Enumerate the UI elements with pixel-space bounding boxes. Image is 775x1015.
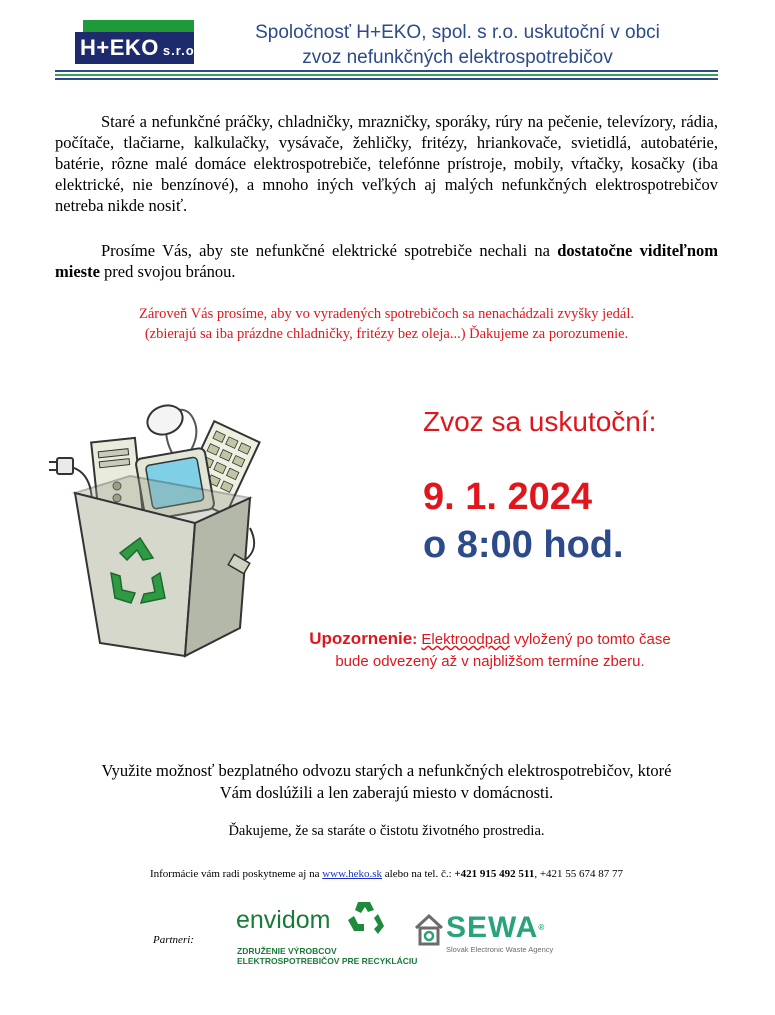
thanks-text: Ďakujeme, že sa staráte o čistotu životného prostredia. <box>228 823 545 839</box>
sewa-name-text: SEWA <box>446 911 539 944</box>
envidom-logo <box>236 898 418 970</box>
envidom-sub-line2: ELEKTROSPOTREBIČOV PRE RECYKLÁCIU <box>237 956 418 966</box>
logo-box <box>75 32 200 64</box>
warning-line2: bude odvezený až v najbližšom termíne zberu. <box>335 653 645 670</box>
request-text-bold: dostatočne viditeľnom mieste <box>55 241 718 281</box>
envidom-sub-line1: ZDRUŽENIE VÝROBCOV <box>237 946 337 956</box>
offer-text <box>40 760 733 804</box>
request-text-before: Prosíme Vás, aby ste nefunkčné elektrické spotrebiče nechali na <box>101 241 558 260</box>
collection-schedule <box>423 404 657 566</box>
notice-line1: Zároveň Vás prosíme, aby vo vyradených spotrebičoch sa nenachádzali zvyšky jedál. <box>139 306 634 322</box>
warning-line1-rest: vyložený po tomto čase <box>509 631 671 648</box>
notice-line2: (zbierajú sa iba prázdne chladničky, fritézy bez oleja...) Ďakujeme za porozumenie. <box>144 326 629 342</box>
paragraph-items <box>55 111 718 216</box>
warning-underlined-word: Elektroodpad <box>421 631 510 648</box>
schedule-heading: Zvoz sa uskutoční: <box>423 406 657 437</box>
warning-colon: : <box>412 631 422 648</box>
request-text-after: pred svojou bránou. <box>99 262 236 281</box>
phone-primary: +421 915 492 511 <box>454 868 535 880</box>
sewa-registered-mark: ® <box>538 923 546 932</box>
header-title-line1: Spoločnosť H+EKO, spol. s r.o. uskutoční v obci <box>255 22 660 43</box>
offer-line1: Využite možnosť bezplatného odvozu starých a nefunkčných elektrospotrebičov, ktoré <box>101 761 672 780</box>
header-rule-green <box>55 74 718 76</box>
info-before: Informácie vám radi poskytneme aj na <box>149 868 323 880</box>
header-rule-blue-top <box>55 70 718 72</box>
food-notice <box>55 304 718 344</box>
logo-suffix: s.r.o. <box>162 43 200 58</box>
partners-label: Partneri: <box>153 934 194 946</box>
collection-date: 9. 1. 2024 <box>423 476 593 518</box>
paragraph-items-text: Staré a nefunkčné práčky, chladničky, mrazničky, sporáky, rúry na pečenie, televízory, rádia, počítače, tlačiarne, kalkulačky, vysávače, žehličky, fritézy, hriankovače, svietidlá, autobatérie, batérie, rôzne malé domáce elektrospotrebiče, telefónne prístroje, mobily, vŕtačky, kosačky (iba elektrické, nie benzínové), a mnoho iných veľkých aj malých nefunkčných elektrospotrebičov netreba nikde nosiť. <box>55 112 718 215</box>
heko-logo <box>75 20 200 64</box>
header-rule-blue-bottom <box>55 78 718 80</box>
paragraph-request <box>55 240 718 282</box>
header-title <box>205 20 710 70</box>
contact-info <box>40 868 733 880</box>
recycle-icon <box>344 898 386 942</box>
offer-line2: Vám doslúžili a len zaberajú miesto v domácnosti. <box>219 783 554 802</box>
sewa-name <box>446 912 545 944</box>
sewa-house-icon <box>414 914 444 946</box>
warning-label: Upozornenie <box>309 629 413 648</box>
envidom-subtitle <box>237 946 417 966</box>
header-title-line2: zvoz nefunkčných elektrospotrebičov <box>302 47 613 68</box>
logo-text: H+EKO <box>80 35 159 60</box>
website-link[interactable]: www.heko.sk <box>322 868 383 880</box>
logo-green-bar <box>83 20 194 32</box>
recycling-bin-electronics-illustration <box>45 398 290 663</box>
warning-line1 <box>280 628 700 651</box>
envidom-name: envidom <box>236 906 331 934</box>
sewa-subtitle: Slovak Electronic Waste Agency <box>446 945 554 954</box>
phone-secondary: , +421 55 674 87 77 <box>534 868 624 880</box>
collection-time: o 8:00 hod. <box>423 524 624 566</box>
warning-notice <box>280 628 700 673</box>
info-middle: alebo na tel. č.: <box>382 868 455 880</box>
sewa-logo <box>414 911 554 962</box>
